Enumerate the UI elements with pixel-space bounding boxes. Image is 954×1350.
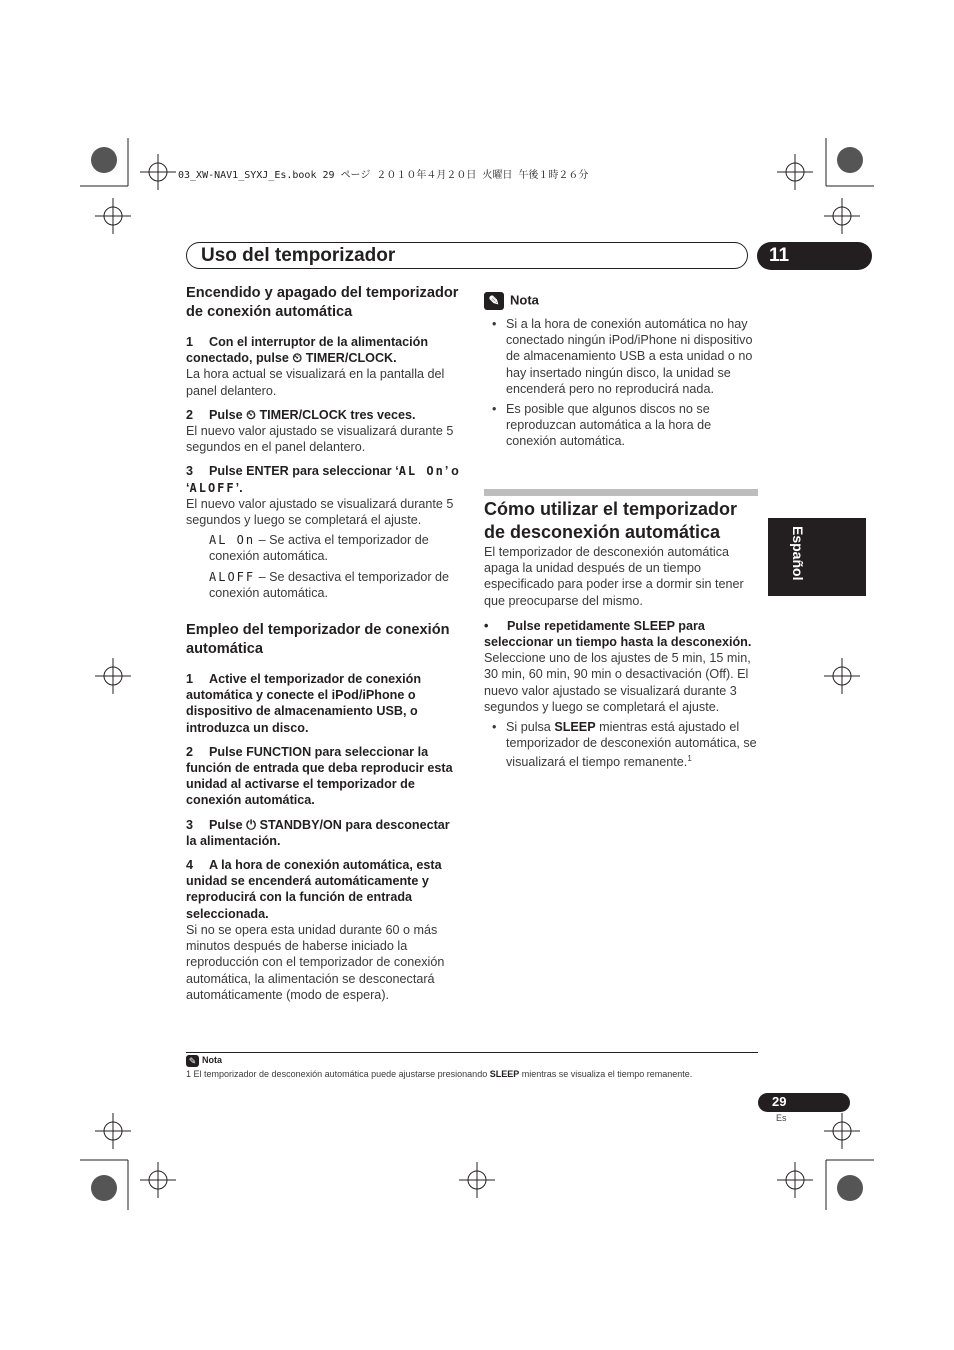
- left-column: [186, 284, 462, 1003]
- note-pencil-icon: ✎: [186, 1055, 199, 1067]
- page-number: 29: [772, 1094, 787, 1109]
- use-step-3: 3 Pulse ⏻ STANDBY/ON para desconectar la alimentación.: [186, 817, 450, 848]
- chapter-title: Uso del temporizador: [201, 245, 396, 266]
- use-step-4-body: Si no se opera esta unidad durante 60 o más minutos después de haberse iniciado la reproducción con el temporizador de conexión automática, la alimentación se desconectará automáticamente (modo de espera).: [186, 922, 445, 1002]
- note-heading: ✎ Nota: [484, 292, 758, 310]
- note-pencil-icon: ✎: [484, 292, 504, 310]
- chapter-header: [186, 242, 748, 269]
- language-tab: [768, 518, 866, 596]
- sleep-tip-list: [484, 719, 758, 771]
- note-item: • Es posible que algunos discos no se reproduzcan automática a la hora de conexión automática.: [484, 401, 758, 450]
- note-list: [484, 316, 758, 450]
- sleep-intro: El temporizador de desconexión automática apaga la unidad después de un tiempo especificado para poder irse a dormir sin tener que preocuparse del mismo.: [484, 545, 744, 608]
- chapter-number-badge: [757, 242, 872, 270]
- language-tab-label: Español: [790, 526, 806, 581]
- section-title-auto-on: Encendido y apagado del temporizador de conexión automática: [186, 285, 459, 320]
- step-2: 2 Pulse ⏲ TIMER/CLOCK tres veces.: [186, 407, 416, 422]
- footnote-text: 1 El temporizador de desconexión automática puede ajustarse presionando SLEEP mientras se visualiza el tiempo remanente.: [186, 1069, 693, 1079]
- use-step-1: 1 Active el temporizador de conexión automática y conecte el iPod/iPhone o dispositivo de almacenamiento USB, o introduzca un disco.: [186, 672, 422, 735]
- display-segment-off: ALOFF: [189, 480, 236, 495]
- display-segment-on: AL On: [398, 464, 445, 479]
- use-step-2: 2 Pulse FUNCTION para seleccionar la función de entrada que deba reproducir esta unidad al activarse el temporizador de conexión automática.: [186, 744, 453, 808]
- footnote: [186, 1053, 692, 1081]
- right-column: [484, 292, 758, 450]
- footnote-ref: 1: [687, 754, 692, 764]
- clock-icon: ⏲: [292, 351, 303, 366]
- step-1: 1 Con el interruptor de la alimentación conectado, pulse ⏲ TIMER/CLOCK.: [186, 335, 429, 366]
- section-divider: [484, 489, 758, 496]
- print-line: 03_XW-NAV1_SYXJ_Es.book 29 ページ ２０１０年４月２０日 火曜日 午後１時２６分: [178, 170, 589, 181]
- option-al-off: ALOFF – Se desactiva el temporizador de conexión automática.: [209, 569, 450, 600]
- sleep-tip: • Si pulsa SLEEP mientras está ajustado el temporizador de desconexión automática, se visualizará el tiempo remanente.$^1$: [484, 719, 758, 771]
- section-title-use-timer: Empleo del temporizador de conexión automática: [186, 622, 450, 658]
- page-language: Es: [776, 1113, 787, 1123]
- power-icon: ⏻: [246, 817, 257, 832]
- chapter-number: 11: [769, 245, 790, 266]
- sleep-step: • Pulse repetidamente SLEEP para seleccionar un tiempo hasta la desconexión.: [484, 618, 752, 650]
- section-title-sleep-timer: Cómo utilizar el temporizador de desconexión automática: [484, 499, 738, 542]
- step-2-body: El nuevo valor ajustado se visualizará durante 5 segundos en el panel delantero.: [186, 424, 454, 455]
- step-3-body: El nuevo valor ajustado se visualizará durante 5 segundos y luego se completará el ajuste.: [186, 496, 454, 528]
- right-column-sleep: [484, 498, 758, 771]
- clock-icon: ⏲: [246, 407, 256, 422]
- use-step-4: 4 A la hora de conexión automática, esta unidad se encenderá automáticamente y reproducirá con la función de entrada seleccionada.: [186, 858, 442, 921]
- page-number-badge: [758, 1093, 850, 1112]
- step-1-body: La hora actual se visualizará en la pantalla del panel delantero.: [186, 367, 445, 398]
- option-al-on: AL On – Se activa el temporizador de conexión automática.: [209, 533, 429, 564]
- note-item: • Si a la hora de conexión automática no hay conectado ningún iPod/iPhone ni dispositivo de almacenamiento USB a esta unidad o no hay insertado ningún disco, la unidad se encenderá pero no reproducirá nada.: [484, 316, 758, 397]
- footnote-heading: ✎ Nota: [186, 1053, 692, 1067]
- step-3: 3 Pulse ENTER para seleccionar ‘AL On’ o ‘ALOFF’.: [186, 464, 459, 495]
- sleep-step-body: Seleccione uno de los ajustes de 5 min, 15 min, 30 min, 60 min, 90 min o desactivación (Off). El nuevo valor ajustado se visualizará durante 3 segundos y luego se completará el ajuste.: [484, 651, 751, 714]
